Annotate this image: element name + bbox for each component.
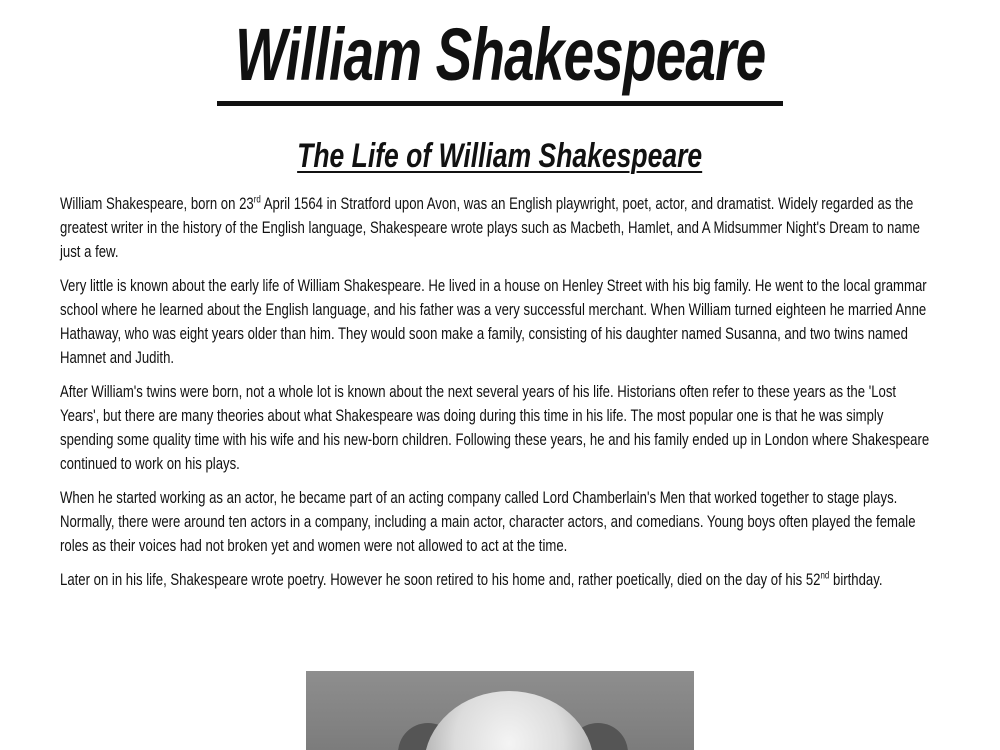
shakespeare-portrait-image	[306, 671, 694, 750]
document-title	[0, 12, 1000, 98]
paragraph-acting: When he started working as an actor, he became part of an acting company called Lord Chamberlain's Men that worked together to stage plays. Normally, there were around ten actors in a company, including a main actor, character actors, and comedians. Young boys often played the female roles as their voices had not broken yet and women were not allowed to act at the time.	[60, 489, 916, 555]
document-subtitle-text: The Life of William Shakespeare	[297, 137, 703, 175]
paragraph-birth	[60, 192, 937, 264]
paragraph-birth-text-a: William Shakespeare, born on 23	[60, 195, 254, 213]
ordinal-suffix: nd	[820, 570, 830, 582]
paragraph-later-life	[60, 568, 937, 592]
paragraph-early-life: Very little is known about the early life of William Shakespeare. He lived in a house on Henley Street with his big family. He went to the local grammar school where he learned about the English language, and his father was a very successful merchant. When William turned eighteen he married Anne Hathaway, who was eight years older than him. They would soon make a family, consisting of his daughter named Susanna, and two twins named Hamnet and Judith.	[60, 277, 927, 367]
body-text	[60, 192, 937, 602]
ordinal-suffix: rd	[253, 194, 261, 206]
paragraph-later-life-text-a: Later on in his life, Shakespeare wrote poetry. However he soon retired to his home and, rather poetically, died on the day of his 52	[60, 571, 821, 589]
title-underline	[217, 101, 783, 106]
document-title-text: William Shakespeare	[234, 13, 766, 96]
paragraph-later-life-text-b: birthday.	[829, 571, 883, 589]
paragraph-birth-text-b: April 1564 in Stratford upon Avon, was an English playwright, poet, actor, and dramatist. Widely regarded as the greatest writer in the history of the English language, Shakespeare wrote plays such as Macbeth, Hamlet, and A Midsummer Night's Dream to name just a few.	[60, 195, 920, 261]
document-subtitle	[0, 134, 1000, 178]
paragraph-lost-years: After William's twins were born, not a whole lot is known about the next several years of his life. Historians often refer to these years as the 'Lost Years', but there are many theories about what Shakespeare was doing during this time in his life. The most popular one is that he was simply spending some quality time with his wife and his new-born children. Following these years, he and his family ended up in London where Shakespeare continued to work on his plays.	[60, 383, 930, 473]
portrait-head	[424, 691, 594, 750]
